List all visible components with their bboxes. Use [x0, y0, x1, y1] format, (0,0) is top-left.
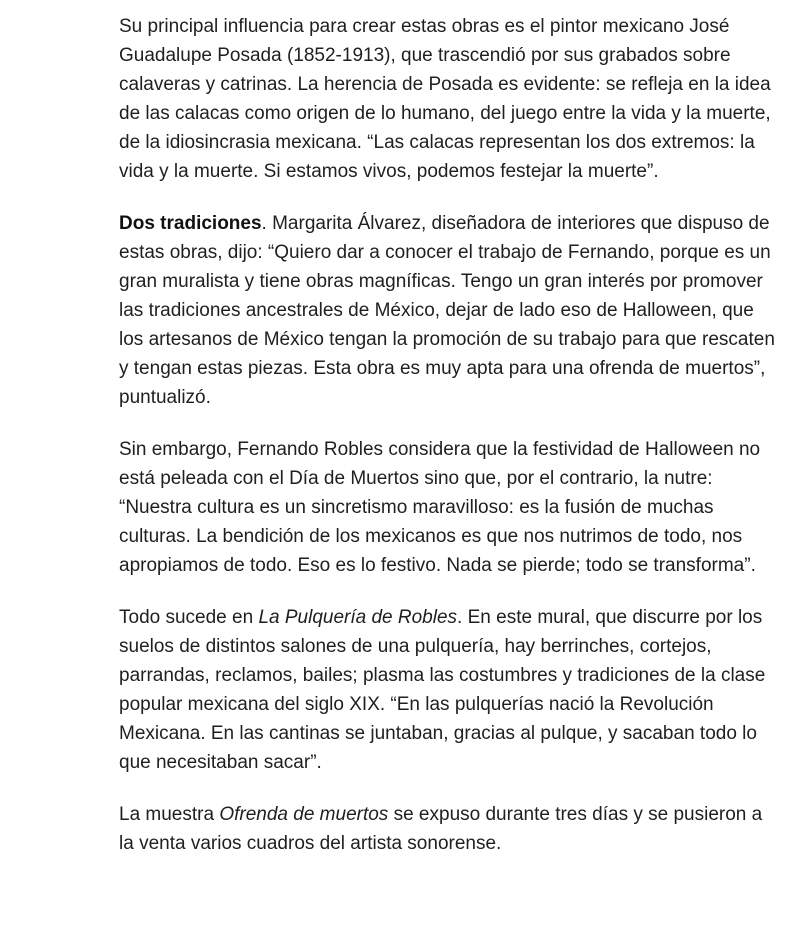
paragraph-text: . Margarita Álvarez, diseñadora de interiores que dispuso de estas obras, dijo: “Quiero dar a conocer el trabajo de Fernando, porque es un gran muralista y tiene obras magníficas. Tengo un gran interés por promover las tradiciones ancestrales de México, dejar de lado eso de Halloween, que los artesanos de México tengan la promoción de su trabajo para que rescaten y tengan estas piezas. Esta obra es muy apta para una ofrenda de muertos”, puntualizó. [119, 213, 775, 408]
article-body [119, 12, 781, 858]
paragraph-text: Sin embargo, Fernando Robles considera que la festividad de Halloween no está peleada con el Día de Muertos sino que, por el contrario, la nutre: “Nuestra cultura es un sincretismo maravilloso: es la fusión de muchas culturas. La bendición de los mexicanos es que nos nutrimos de todo, nos apropiamos de todo. Eso es lo festivo. Nada se pierde; todo se transforma”. [119, 439, 761, 576]
paragraph-dos-tradiciones [119, 209, 781, 412]
paragraph-text-before: La muestra [119, 804, 220, 825]
paragraph-text: Su principal influencia para crear estas obras es el pintor mexicano José Guadalupe Posada (1852-1913), que trascendió por sus grabados sobre calaveras y catrinas. La herencia de Posada es evidente: se refleja en la idea de las calacas como origen de lo humano, del juego entre la vida y la muerte, de la idiosincrasia mexicana. “Las calacas representan los dos extremos: la vida y la muerte. Si estamos vivos, podemos festejar la muerte”. [119, 16, 771, 182]
paragraph-text-after: se expuso durante tres días y se pusieron a la venta varios cuadros del artista sonorense. [119, 804, 763, 854]
work-title: La Pulquería de Robles [258, 607, 458, 628]
exhibition-title: Ofrenda de muertos [219, 804, 389, 825]
paragraph-text-before: Todo sucede en [119, 607, 259, 628]
paragraph-text-after: . En este mural, que discurre por los suelos de distintos salones de una pulquería, hay berrinches, cortejos, parrandas, reclamos, bailes; plasma las costumbres y tradiciones de la clase popular mexicana del siglo XIX. “En las pulquerías nació la Revolución Mexicana. En las cantinas se juntaban, gracias al pulque, y sacaban todo lo que necesitaban sacar”. [119, 607, 766, 773]
paragraph-ofrenda [119, 800, 781, 858]
paragraph-pulqueria [119, 603, 781, 777]
section-lead-heading: Dos tradiciones [119, 213, 262, 234]
paragraph-posada-influence [119, 12, 781, 186]
paragraph-halloween [119, 435, 781, 580]
